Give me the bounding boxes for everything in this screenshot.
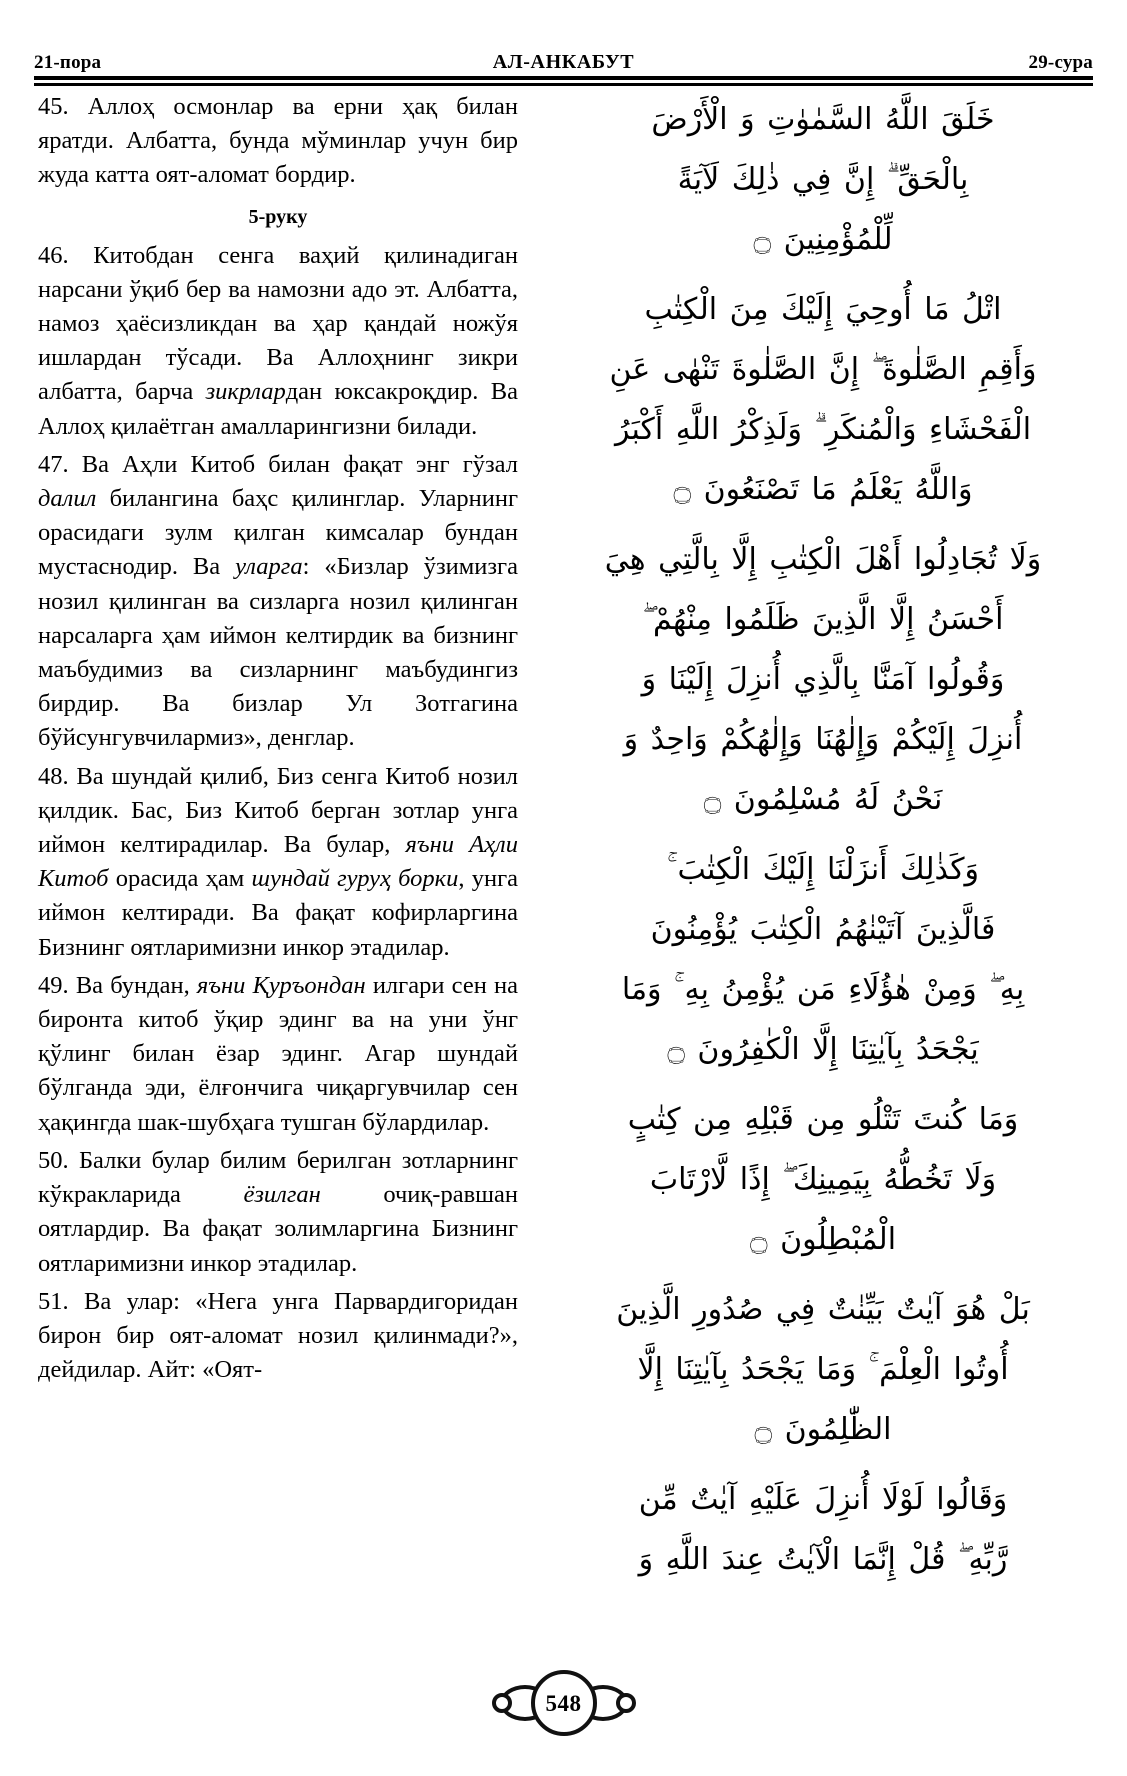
page-footer <box>0 1666 1127 1740</box>
running-head <box>34 38 1093 72</box>
verse-text: орасида ҳам <box>108 865 252 893</box>
ornament-nub-left-icon <box>492 1693 512 1713</box>
page-number: 548 <box>545 1690 582 1716</box>
arabic-column <box>543 90 1103 1600</box>
translation-verse <box>38 760 518 965</box>
arabic-ayah-block <box>543 90 1103 270</box>
verse-emphasis: яъни Қуръондан <box>196 971 366 999</box>
arabic-line: وَكَذٰلِكَ أَنزَلْنَا إِلَيْكَ الْكِتٰبَ ۚ <box>667 852 979 887</box>
translation-verse <box>38 969 518 1140</box>
translation-verse <box>38 90 518 193</box>
arabic-ayah-block <box>543 840 1103 1080</box>
running-head-surah-name: АЛ-АНКАБУТ <box>492 51 635 73</box>
ornament-nub-right-icon <box>616 1693 636 1713</box>
verse-emphasis: далил <box>38 485 97 513</box>
translation-verse <box>38 239 518 444</box>
verse-emphasis: уларга <box>235 553 303 581</box>
arabic-ayah-block <box>543 1090 1103 1270</box>
arabic-ayah-block <box>543 1470 1103 1590</box>
arabic-ayah-block <box>543 280 1103 520</box>
verse-text: 51. Ва улар: «Нега унга Парвардигоридан бирон бир оят-аломат нозил қилинмади?», дейдилар. Айт: «Оят- <box>38 1287 518 1384</box>
arabic-line: أُوتُوا الْعِلْمَ ۚ وَمَا يَجْحَدُ بِآيٰتِنَا إِلَّا <box>637 1352 1009 1387</box>
verse-text: 48. Ва шундай қилиб, Биз сенга Китоб нозил қилдик. Бас, Биз Китоб берган зотлар унга иймон келтирадилар. Ва булар, <box>38 762 518 859</box>
arabic-line: أَحْسَنُ إِلَّا الَّذِينَ ظَلَمُوا مِنْهُمْ ۖ <box>642 602 1004 637</box>
arabic-line: الظّٰلِمُونَ ۝ <box>754 1412 892 1447</box>
arabic-line: وَلَا تُجَادِلُوا أَهْلَ الْكِتٰبِ إِلَّا بِالَّتِي هِيَ <box>604 542 1042 577</box>
page-number-ornament-icon <box>500 1672 628 1734</box>
arabic-line: وَاللَّهُ يَعْلَمُ مَا تَصْنَعُونَ ۝ <box>673 472 973 507</box>
verse-text: очиқ-равшан оятлардир. Ва фақат золимларгина Бизнинг оятларимизни инкор этадилар. <box>38 1181 518 1277</box>
translation-column <box>38 90 518 1387</box>
verse-emphasis: зикрлар <box>205 378 286 406</box>
arabic-line: الْمُبْطِلُونَ ۝ <box>749 1222 897 1257</box>
verse-text: дан юксакроқдир. Ва Аллоҳ қилаётган амалларингизни билади. <box>38 378 518 440</box>
verse-text: , унга иймон келтиради. Ва фақат кофирларгина Бизнинг оятларимизни инкор этадилар. <box>38 865 518 961</box>
arabic-ayah-block <box>543 530 1103 830</box>
verse-emphasis: шундай гуруҳ борки <box>251 865 459 893</box>
arabic-line: فَالَّذِينَ آتَيْنٰهُمُ الْكِتٰبَ يُؤْمِنُونَ <box>650 912 996 947</box>
arabic-line: وَأَقِمِ الصَّلٰوةَ ۖ إِنَّ الصَّلٰوةَ تَنْهٰى عَنِ <box>609 352 1037 387</box>
arabic-line: يَجْحَدُ بِآيٰتِنَا إِلَّا الْكٰفِرُونَ ۝ <box>667 1032 979 1067</box>
translation-verse <box>38 448 518 756</box>
verse-text: : «Бизлар ўзимизга нозил қилинган ва сизларга нозил қилинган нарсаларга ҳам иймон келтирдик ва бизнинг маъбудимиз ва сизларнинг маъбудингиз бирдир. Ва бизлар Ул Зотгагина бўйсунгувчилармиз», денглар. <box>38 553 518 752</box>
header-rule-thin <box>34 83 1093 86</box>
arabic-ayah-block <box>543 1280 1103 1460</box>
ruku-heading: 5-руку <box>248 205 308 228</box>
arabic-line: بِالْحَقِّ ۗ إِنَّ فِي ذٰلِكَ لَآيَةً <box>677 162 969 197</box>
translation-verse <box>38 1144 518 1281</box>
arabic-line: لِّلْمُؤْمِنِينَ ۝ <box>753 222 893 257</box>
verse-text: 49. Ва бундан, <box>38 971 197 999</box>
arabic-line: وَقُولُوا آمَنَّا بِالَّذِي أُنزِلَ إِلَيْنَا وَ <box>641 662 1005 697</box>
body-columns <box>0 90 1127 1656</box>
arabic-line: أُنزِلَ إِلَيْكُمْ وَإِلٰهُنَا وَإِلٰهُكُمْ وَاحِدٌ وَ <box>623 722 1023 757</box>
header-divider <box>34 76 1093 86</box>
arabic-line: خَلَقَ اللَّهُ السَّمٰوٰتِ وَ الْأَرْضَ <box>651 102 995 137</box>
running-head-surah-number: 29-сура <box>1028 52 1093 73</box>
running-head-juz: 21-пора <box>34 52 102 73</box>
arabic-line: اتْلُ مَا أُوحِيَ إِلَيْكَ مِنَ الْكِتٰبِ <box>644 292 1002 327</box>
verse-text: 45. Аллоҳ осмонлар ва ерни ҳақ билан яратди. Албатта, бунда мўминлар учун бир жуда катта оят-аломат бордир. <box>38 93 518 189</box>
arabic-line: وَقَالُوا لَوْلَا أُنزِلَ عَلَيْهِ آيٰتٌ مِّن <box>638 1482 1008 1517</box>
verse-text: 50. Балки булар билим берилган зотларнинг кўкракларида <box>38 1146 518 1209</box>
verse-emphasis: яъни Аҳли Китоб <box>38 831 518 893</box>
verse-emphasis: ёзилган <box>243 1181 321 1209</box>
arabic-line: وَمَا كُنتَ تَتْلُو مِن قَبْلِهِ مِن كِتٰبٍ <box>627 1102 1019 1137</box>
verse-text: илгари сен на биронта китоб ўқир эдинг ва на уни ўнг қўлинг билан ёзар эдинг. Агар шундай бўлганда эди, ёлғончига чиқаргувчилар сен ҳақингда шак-шубҳага тушган бўлардилар. <box>38 971 518 1136</box>
translation-verse <box>38 1285 518 1388</box>
verse-text: билангина баҳс қилинглар. Уларнинг орасидаги зулм қилган кимсалар бундан мустаснодир. Ва <box>38 485 518 581</box>
verse-text: 47. Ва Аҳли Китоб билан фақат энг гўзал <box>38 450 518 478</box>
verse-text: 46. Китобдан сенга ваҳий қилинадиган нарсани ўқиб бер ва намозни адо эт. Албатта, намоз ҳаёсизликдан ва ҳар қандай ножўя ишлардан тўсади. Ва Аллоҳнинг зикри албатта, барча <box>38 241 518 406</box>
arabic-line: رَّبِّهِ ۖ قُلْ إِنَّمَا الْآيٰتُ عِندَ اللَّهِ وَ <box>638 1542 1008 1577</box>
arabic-line: نَحْنُ لَهُ مُسْلِمُونَ ۝ <box>703 782 943 817</box>
arabic-line: وَلَا تَخُطُّهُ بِيَمِينِكَ ۖ إِذًا لَّارْتَابَ <box>649 1162 997 1197</box>
arabic-line: بِهِ ۖ وَمِنْ هٰؤُلَاءِ مَن يُؤْمِنُ بِهِ ۚ وَمَا <box>621 972 1025 1007</box>
arabic-line: الْفَحْشَاءِ وَالْمُنكَرِ ۗ وَلَذِكْرُ اللَّهِ أَكْبَرُ <box>614 412 1032 447</box>
arabic-line: بَلْ هُوَ آيٰتٌ بَيِّنٰتٌ فِي صُدُورِ الَّذِينَ <box>616 1292 1030 1327</box>
